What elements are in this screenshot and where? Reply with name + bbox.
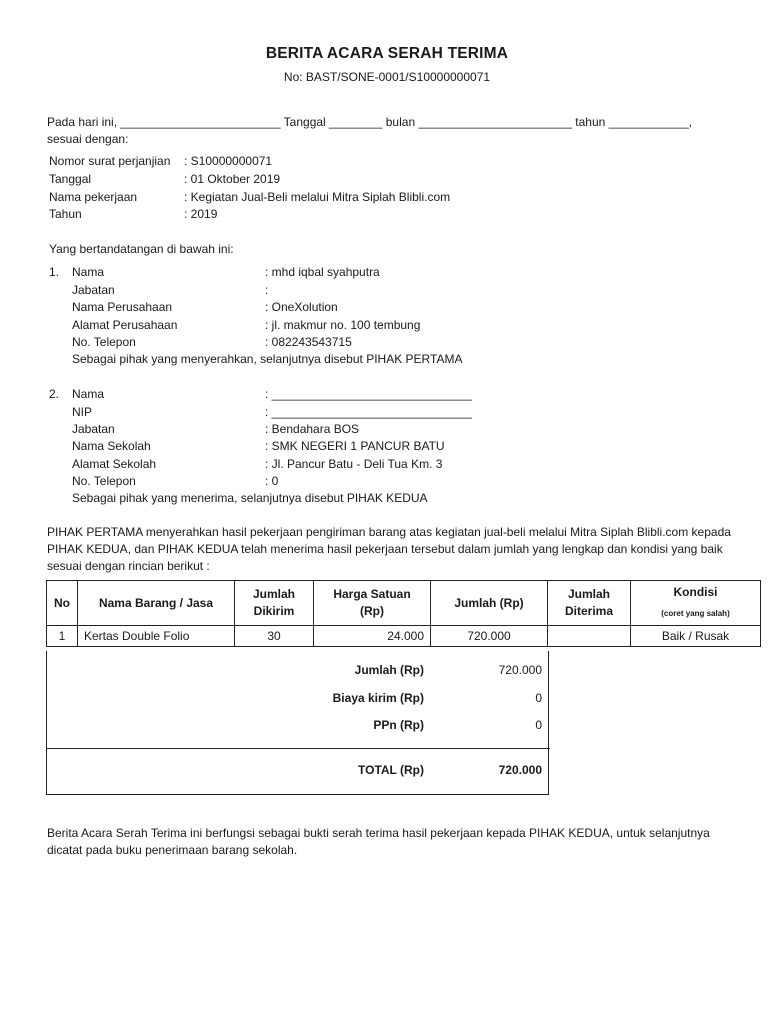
cell-nama-barang: Kertas Double Folio: [78, 626, 235, 647]
party-field-value: : 082243543715: [265, 335, 352, 349]
subtotal-value: 720.000: [498, 663, 542, 677]
party-field-value: : Bendahara BOS: [265, 422, 360, 436]
party-field-label: Nama: [72, 265, 105, 279]
party-field-value: :: [265, 283, 269, 297]
totals-box: [46, 651, 549, 795]
kondisi-note: (coret yang salah): [661, 609, 730, 618]
table-header-row: [47, 581, 761, 626]
col-header-kondisi: [631, 581, 761, 626]
party-field-label: Nama Perusahaan: [72, 300, 173, 314]
agreement-value: : Kegiatan Jual-Beli melalui Mitra Siplah Blibli.com: [184, 190, 451, 204]
cell-harga-satuan: 24.000: [314, 626, 431, 647]
party-field-value: : OneXolution: [265, 300, 338, 314]
document-title: BERITA ACARA SERAH TERIMA: [265, 45, 509, 62]
agreement-value: : S10000000071: [184, 154, 273, 168]
cell-jumlah-dikirim: 30: [235, 626, 314, 647]
party-number: 1.: [49, 265, 60, 279]
party-note: Sebagai pihak yang menyerahkan, selanjutnya disebut PIHAK PERTAMA: [72, 352, 463, 366]
cell-jumlah-diterima: [548, 626, 631, 647]
signers-intro: Yang bertandatangan di bawah ini:: [49, 242, 234, 256]
party-field-value: : 0: [265, 474, 279, 488]
party-field-label: Alamat Perusahaan: [72, 318, 178, 332]
cell-no: 1: [47, 626, 78, 647]
col-header-nama-barang: Nama Barang / Jasa: [78, 581, 235, 626]
document-number: No: BAST/SONE-0001/S10000000071: [283, 70, 491, 84]
agreement-label: Tanggal: [49, 172, 92, 186]
agreement-label: Nama pekerjaan: [49, 190, 138, 204]
party-field-value: : jl. makmur no. 100 tembung: [265, 318, 421, 332]
shipping-value: 0: [535, 691, 542, 705]
totals-divider: [47, 748, 550, 749]
party-number: 2.: [49, 387, 60, 401]
party-field-value: : mhd iqbal syahputra: [265, 265, 380, 279]
party-field-label: No. Telepon: [72, 474, 136, 488]
handover-paragraph: PIHAK PERTAMA menyerahkan hasil pekerjaan pengiriman barang atas kegiatan jual-beli melalui Mitra Siplah Blibli.com kepada PIHAK KEDUA, dan PIHAK KEDUA telah menerima hasil pekerjaan tersebut dalam jumlah yang lengkap dan kondisi yang baik sesuai dengan rincian berikut :: [47, 525, 731, 573]
party-field-label: Jabatan: [72, 283, 115, 297]
cell-jumlah-rp: 720.000: [431, 626, 548, 647]
intro-paragraph: Pada hari ini, ________________________ Tanggal ________ bulan _______________________ tahun ____________, sesuai dengan:: [47, 115, 693, 146]
agreement-value: : 2019: [184, 207, 218, 221]
party-field-label: Jabatan: [72, 422, 115, 436]
agreement-label: Tahun: [49, 207, 82, 221]
party-field-label: Nama Sekolah: [72, 439, 151, 453]
party-field-value: : ______________________________: [265, 387, 472, 401]
agreement-value: : 01 Oktober 2019: [184, 172, 281, 186]
total-label: TOTAL (Rp): [358, 763, 424, 777]
party-field-label: Alamat Sekolah: [72, 457, 157, 471]
party-note: Sebagai pihak yang menerima, selanjutnya disebut PIHAK KEDUA: [72, 491, 428, 505]
cell-kondisi: Baik / Rusak: [631, 626, 761, 647]
col-header-no: No: [47, 581, 78, 626]
shipping-label: Biaya kirim (Rp): [332, 691, 424, 705]
agreement-label: Nomor surat perjanjian: [49, 154, 171, 168]
col-header-jumlah-rp: Jumlah (Rp): [431, 581, 548, 626]
ppn-value: 0: [535, 718, 542, 732]
col-header-jumlah-dikirim: Jumlah Dikirim: [235, 581, 314, 626]
closing-paragraph: Berita Acara Serah Terima ini berfungsi sebagai bukti serah terima hasil pekerjaan kepada PIHAK KEDUA, untuk selanjutnya dicatat pada buku penerimaan barang sekolah.: [47, 826, 710, 857]
subtotal-label: Jumlah (Rp): [354, 663, 424, 677]
party-field-value: : Jl. Pancur Batu - Deli Tua Km. 3: [265, 457, 443, 471]
kondisi-label: Kondisi: [673, 585, 718, 599]
party-field-label: No. Telepon: [72, 335, 136, 349]
table-row: [47, 626, 761, 647]
party-field-label: Nama: [72, 387, 105, 401]
party-field-label: NIP: [72, 405, 93, 419]
party-field-value: : SMK NEGERI 1 PANCUR BATU: [265, 439, 445, 453]
party-field-value: : ______________________________: [265, 405, 472, 419]
col-header-jumlah-diterima: Jumlah Diterima: [548, 581, 631, 626]
total-value: 720.000: [498, 763, 542, 777]
ppn-label: PPn (Rp): [373, 718, 424, 732]
col-header-harga-satuan: Harga Satuan (Rp): [314, 581, 431, 626]
items-table: [46, 580, 761, 647]
